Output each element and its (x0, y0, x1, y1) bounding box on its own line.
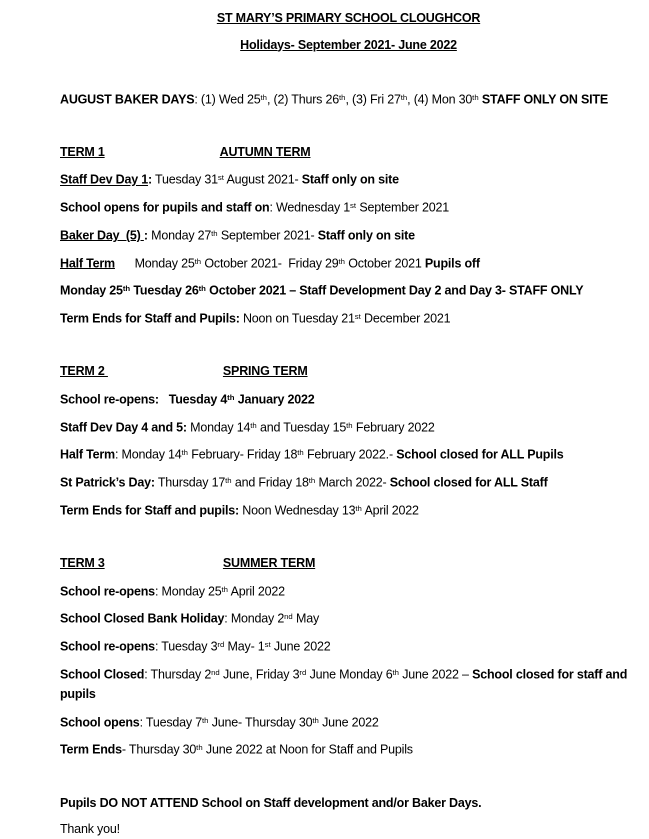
text-run: ST MARY’S PRIMARY SCHOOL CLOUGHCOR (216, 11, 481, 25)
text-run: September 2021- (217, 228, 318, 242)
text-run: School re-opens: Tuesday 4 (60, 392, 228, 406)
text-run: th (122, 284, 131, 294)
text-run: TERM 1 (60, 144, 105, 159)
text-run: June 2022 (270, 639, 331, 654)
text-run: Noon Wednesday 13 (239, 503, 356, 517)
text-run: Half Term (60, 447, 115, 462)
term1-term-ends (60, 307, 637, 328)
text-run: February 2022.- (303, 447, 397, 462)
text-run: June Monday 6 (306, 667, 393, 681)
text-run: Thank you! (60, 822, 120, 836)
text-run: Monday 27 (147, 228, 212, 242)
term3-term-ends (60, 738, 637, 759)
text-run: February 2022 (352, 419, 435, 434)
text-run: nd (211, 667, 220, 677)
text-run: School Closed (60, 667, 145, 681)
term2-school-reopens (60, 388, 637, 409)
text-run: School opens (60, 714, 140, 729)
term1-half-term (60, 252, 637, 273)
text-run: February- Friday 18 (188, 447, 298, 462)
text-run: th (472, 92, 479, 102)
text-run: June, Friday 3 (219, 667, 300, 681)
term1-school-opens (60, 196, 637, 217)
text-run: th (181, 448, 188, 458)
text-run: rd (217, 640, 225, 649)
text-run: SUMMER TERM (222, 556, 316, 570)
text-run: School closed for staff and pupils (60, 667, 631, 701)
text-run: : Monday 25 (154, 583, 222, 598)
text-run: : (143, 228, 148, 242)
text-run: Staff Dev Day 4 and 5: (60, 419, 187, 434)
doc-subtitle (60, 35, 637, 55)
text-run: st (350, 201, 357, 210)
term3-school-closed-june (60, 663, 637, 704)
text-run: October 2021 (345, 255, 425, 270)
text-run: th (392, 667, 399, 677)
text-run: , (2) Thurs 26 (266, 91, 339, 106)
text-run: Monday 14 (186, 419, 251, 434)
term2-st-patricks-day (60, 471, 637, 492)
text-run: June 2022 (318, 714, 379, 729)
text-run: : Monday 2 (224, 611, 285, 626)
text-run: th (297, 448, 304, 458)
text-run: : (148, 172, 152, 187)
text-run: th (250, 420, 257, 430)
text-run: August 2021- (223, 172, 302, 187)
text-run: September 2021 (356, 200, 449, 215)
text-run: School closed for ALL Pupils (396, 447, 564, 462)
term3-school-opens-june (60, 711, 637, 732)
text-run: May (292, 611, 320, 626)
text-run: Staff only on site (301, 172, 399, 187)
doc-title (60, 8, 637, 28)
text-run: Pupils DO NOT ATTEND School on Staff development and/or Baker Days. (60, 795, 482, 810)
term1-baker-day5 (60, 224, 637, 245)
text-run: , (4) Mon 30 (407, 91, 473, 106)
text-run: Tuesday 31 (151, 172, 218, 187)
term2-heading (60, 361, 637, 381)
text-run: Term Ends for Staff and Pupils: (60, 311, 240, 326)
text-run: Monday 25 (60, 283, 123, 298)
thank-you (60, 819, 637, 839)
text-run: Term Ends for Staff and pupils: (60, 503, 239, 517)
text-run: th (227, 392, 235, 402)
text-run: Term Ends (60, 742, 122, 757)
text-run: June 2022 – (398, 667, 473, 681)
term2-half-term (60, 443, 637, 464)
text-run: School Closed Bank Holiday (60, 611, 225, 626)
text-run: School opens for pupils and staff on (60, 200, 270, 215)
text-run: Noon on Tuesday 21 (239, 311, 355, 326)
text-run: th (338, 256, 345, 266)
text-run: and Friday 18 (231, 475, 309, 490)
text-run: : Thursday 2 (144, 667, 212, 681)
text-run: th (312, 715, 319, 725)
text-run: May- 1 (224, 639, 265, 654)
text-run: STAFF ONLY ON SITE (481, 91, 608, 106)
text-run: Thursday 17 (154, 475, 226, 490)
text-run: : Tuesday 3 (154, 639, 218, 654)
text-run: th (355, 503, 362, 513)
text-run: th (338, 92, 346, 102)
text-run: st (217, 173, 224, 183)
text-run: : Monday 14 (114, 447, 182, 462)
text-run: Tuesday 26 (130, 283, 199, 298)
term1-heading (60, 142, 637, 162)
text-run: th (400, 92, 408, 102)
text-run: Monday 25 (114, 255, 195, 270)
text-run: April 2022 (228, 583, 285, 598)
text-run: : Wednesday 1 (269, 200, 351, 215)
text-run: January 2022 (234, 392, 315, 406)
text-run: th (260, 92, 267, 102)
text-run: Pupils off (424, 255, 480, 270)
spacer (60, 527, 637, 547)
term3-bank-holiday (60, 607, 637, 628)
text-run: October 2021- Friday 29 (201, 255, 339, 270)
text-run: , (3) Fri 27 (345, 91, 401, 106)
text-run: st (264, 640, 271, 649)
text-run: School closed for ALL Staff (389, 475, 548, 490)
term2-term-ends (60, 499, 637, 520)
term3-school-reopens-april (60, 580, 637, 601)
spacer (60, 335, 637, 355)
text-run: and Tuesday 15 (256, 419, 347, 434)
text-run: SPRING TERM (222, 364, 308, 379)
text-run: th (196, 743, 203, 753)
text-run: th (221, 584, 228, 594)
text-run: October 2021 – Staff Development Day 2 and Day 3- STAFF ONLY (205, 283, 584, 298)
text-run: St Patrick’s Day: (60, 475, 155, 490)
text-run: March 2022- (315, 475, 390, 490)
text-run: AUTUMN TERM (219, 144, 311, 159)
term2-staff-dev-day4-5 (60, 416, 637, 437)
text-run: School re-opens (60, 639, 155, 654)
text-run: June 2022 at Noon for Staff and Pupils (202, 742, 413, 757)
text-run: Baker Day (5) (60, 228, 144, 242)
text-run: st (354, 312, 361, 321)
text-run: rd (299, 667, 307, 677)
text-run: th (225, 476, 232, 485)
term3-heading (60, 553, 637, 573)
term1-staff-dev-day1 (60, 168, 637, 189)
text-run: - Thursday 30 (121, 742, 197, 757)
text-run: TERM 3 (60, 556, 105, 570)
text-run: nd (284, 612, 293, 622)
text-run: December 2021 (360, 311, 451, 326)
text-run: Half Term (60, 255, 115, 270)
text-run: June- Thursday 30 (208, 714, 313, 729)
august-baker-days (60, 88, 637, 109)
text-run: th (194, 256, 202, 266)
text-run: : (1) Wed 25 (194, 91, 261, 106)
pupils-notice (60, 793, 637, 813)
term3-school-reopens-may (60, 635, 637, 656)
text-run: th (211, 228, 218, 238)
text-run: April 2022 (361, 503, 419, 517)
text-run: : Tuesday 7 (139, 714, 202, 729)
term1-staff-dev-day2-3 (60, 279, 637, 300)
text-run: Staff Dev Day 1 (60, 172, 149, 187)
text-run: Staff only on site (317, 228, 415, 242)
spacer (60, 61, 637, 81)
text-run: AUGUST BAKER DAYS (60, 91, 195, 106)
spacer (60, 115, 637, 135)
text-run: School re-opens (60, 583, 155, 598)
text-run: Holidays- September 2021- June 2022 (240, 37, 457, 52)
spacer (60, 766, 637, 786)
text-run: th (346, 420, 353, 430)
text-run: th (308, 476, 316, 485)
text-run: th (202, 715, 209, 725)
text-run: TERM 2 (60, 364, 108, 379)
text-run: th (198, 284, 206, 294)
